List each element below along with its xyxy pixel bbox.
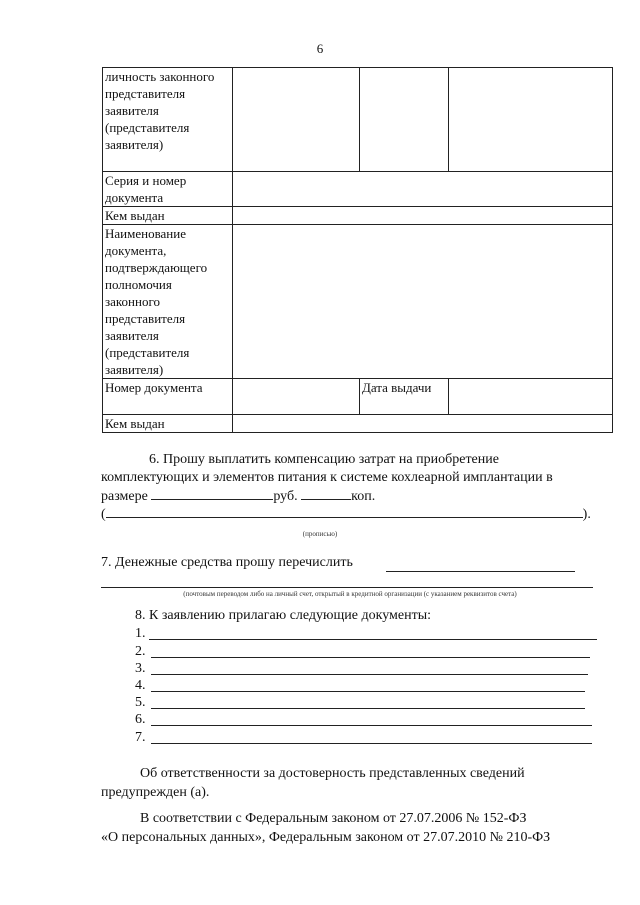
section-6 <box>101 451 611 506</box>
cell-identity-2[interactable] <box>360 68 449 172</box>
attachment-field-2[interactable] <box>151 657 590 658</box>
responsibility-block <box>101 764 599 847</box>
attachment-field-4[interactable] <box>151 691 585 692</box>
amount-in-words-field[interactable] <box>106 505 583 518</box>
attachment-field-3[interactable] <box>151 674 588 675</box>
attachment-item: 3. <box>135 661 146 676</box>
amount-in-words-line <box>101 505 611 523</box>
attachment-item: 5. <box>135 695 146 710</box>
transfer-details-field[interactable] <box>101 587 593 588</box>
amount-in-words-caption: (прописью) <box>302 530 338 538</box>
attachment-item: 4. <box>135 678 146 693</box>
transfer-method-field[interactable] <box>386 571 575 572</box>
section-6-line-3 <box>101 487 611 506</box>
attachment-field-5[interactable] <box>151 708 585 709</box>
section-7-caption: (почтовым переводом либо на личный счет, открытый в кредитной организации (с указанием реквизитов счета) <box>183 590 517 598</box>
cell-series-value[interactable] <box>233 172 613 207</box>
amount-rub-field[interactable] <box>151 487 273 500</box>
open-paren: ( <box>101 507 106 522</box>
cell-authority-doc-value[interactable] <box>233 225 613 379</box>
consent-line-1: В соответствии с Федеральным законом от 27.07.2006 № 152-ФЗ <box>140 811 527 826</box>
kop-label: коп. <box>351 489 376 504</box>
cell-identity-3[interactable] <box>449 68 613 172</box>
responsibility-line-1: Об ответственности за достоверность представленных сведений <box>140 766 525 781</box>
cell-identity-1[interactable] <box>233 68 360 172</box>
attachment-field-7[interactable] <box>151 743 592 744</box>
row-issued-by-label: Кем выдан <box>103 207 233 225</box>
attachment-item: 7. <box>135 730 146 745</box>
row-series-label: Серия и номер документа <box>103 172 233 207</box>
section-6-line-1: 6. Прошу выплатить компенсацию затрат на приобретение <box>149 452 499 467</box>
cell-doc-number-value[interactable] <box>233 379 360 415</box>
row-authority-doc-label: Наименование документа, подтверждающего полномочия законного представителя заявителя (представителя заявителя) <box>103 225 233 379</box>
row-doc-number-label: Номер документа <box>103 379 233 415</box>
representative-table <box>102 67 613 433</box>
attachment-item: 6. <box>135 712 146 727</box>
section-8-text: 8. К заявлению прилагаю следующие документы: <box>135 608 432 623</box>
size-label: размере <box>101 489 148 504</box>
attachment-item: 2. <box>135 644 146 659</box>
row-issued-by-label-2: Кем выдан <box>103 415 233 433</box>
cell-issue-date-value[interactable] <box>449 379 613 415</box>
cell-issued-by-value-2[interactable] <box>233 415 613 433</box>
row-issue-date-label: Дата выдачи <box>360 379 449 415</box>
consent-line-2: «О персональных данных», Федеральным законом от 27.07.2010 № 210-ФЗ <box>101 830 551 845</box>
section-7-text: 7. Денежные средства прошу перечислить <box>101 555 353 570</box>
responsibility-line-2: предупрежден (а). <box>101 785 210 800</box>
attachment-field-1[interactable] <box>149 639 597 640</box>
attachment-field-6[interactable] <box>151 725 592 726</box>
page-number: 6 <box>316 41 324 56</box>
section-6-line-2: комплектующих и элементов питания к системе кохлеарной имплантации в <box>101 470 553 485</box>
amount-kop-field[interactable] <box>301 487 351 500</box>
cell-issued-by-value[interactable] <box>233 207 613 225</box>
rub-label: руб. <box>273 489 298 504</box>
close-paren: ). <box>582 507 591 522</box>
row-identity-label: личность законного представителя заявителя (представителя заявителя) <box>103 68 233 172</box>
attachment-item: 1. <box>135 626 146 641</box>
